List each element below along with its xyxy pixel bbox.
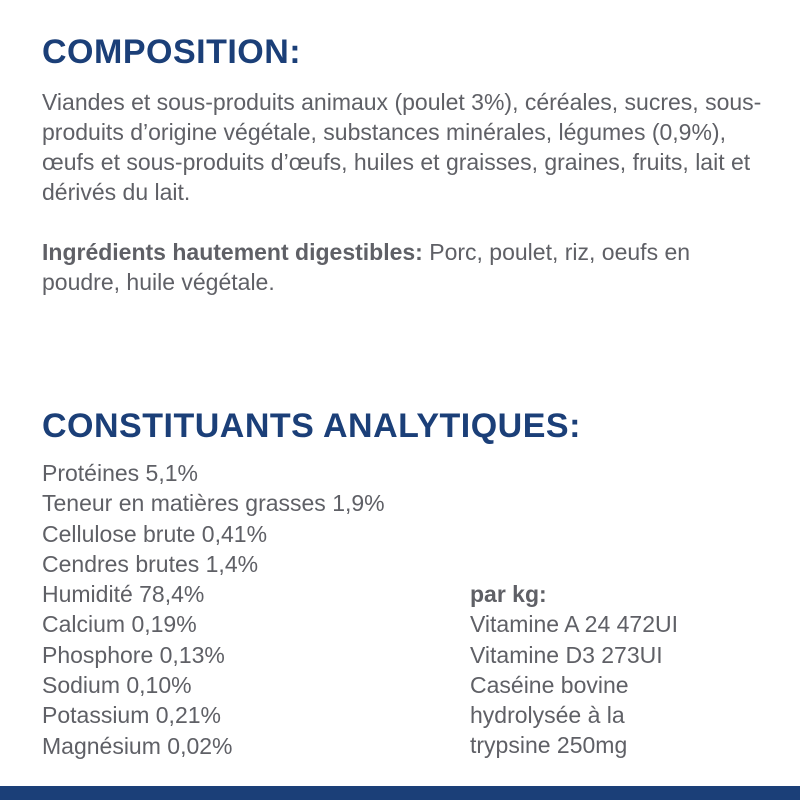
composition-text: Viandes et sous-produits animaux (poulet 3%), céréales, sucres, sous-produits d’origine végétale, substances minérales, légumes (0,9%), œufs et sous-produits d’œufs, huiles et graisses, graines, fruits, lait et dérivés du lait. bbox=[42, 89, 762, 205]
list-item: Humidité 78,4% bbox=[42, 581, 205, 608]
bottom-divider-bar bbox=[0, 786, 800, 800]
list-item: Caséine bovine bbox=[470, 671, 629, 698]
list-item: Phosphore 0,13% bbox=[42, 641, 225, 668]
list-item: hydrolysée à la bbox=[470, 702, 625, 729]
analytical-constituents-heading: CONSTITUANTS ANALYTIQUES: bbox=[42, 407, 581, 445]
list-item: Cendres brutes 1,4% bbox=[42, 550, 259, 577]
list-item: trypsine 250mg bbox=[470, 732, 628, 759]
list-item: Vitamine D3 273UI bbox=[470, 641, 663, 668]
list-item: Sodium 0,10% bbox=[42, 672, 192, 699]
composition-heading: COMPOSITION: bbox=[42, 33, 302, 71]
list-item: Protéines 5,1% bbox=[42, 460, 198, 486]
list-item: Potassium 0,21% bbox=[42, 702, 221, 729]
analytical-constituents-list bbox=[42, 458, 385, 761]
per-kg-label: par kg: bbox=[470, 581, 547, 607]
list-item: Calcium 0,19% bbox=[42, 611, 197, 638]
list-item: Cellulose brute 0,41% bbox=[42, 520, 268, 547]
digestible-ingredients bbox=[42, 237, 772, 297]
list-item: Magnésium 0,02% bbox=[42, 732, 233, 759]
list-item: Vitamine A 24 472UI bbox=[470, 611, 678, 638]
digestible-label: Ingrédients hautement digestibles: bbox=[42, 239, 423, 265]
per-kg-list bbox=[470, 579, 678, 761]
digestible-value: Porc, poulet, riz, oeufs en poudre, huile végétale. bbox=[42, 239, 691, 295]
list-item: Teneur en matières grasses 1,9% bbox=[42, 490, 385, 517]
